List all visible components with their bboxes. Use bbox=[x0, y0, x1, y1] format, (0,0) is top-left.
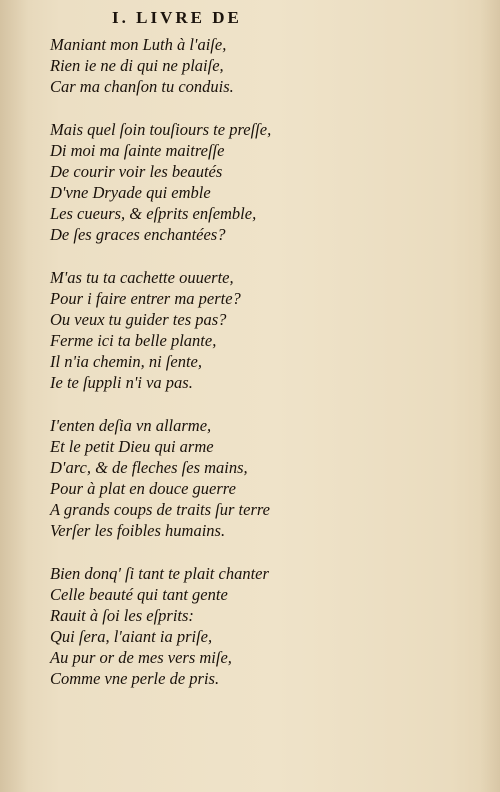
verse-line: D'vne Dryade qui emble bbox=[50, 183, 211, 202]
stanza-1 bbox=[50, 34, 470, 97]
verse-line: I'enten deſia vn allarme, bbox=[50, 416, 212, 435]
verse-line: Les cueurs, & eſprits enſemble, bbox=[50, 204, 257, 223]
stanza-5 bbox=[50, 563, 470, 689]
stanza-gap bbox=[50, 393, 470, 415]
stanza-2 bbox=[50, 119, 470, 245]
verse-line: De ſes graces enchantées? bbox=[50, 225, 226, 244]
verse-line: Il n'ia chemin, ni ſente, bbox=[50, 352, 202, 371]
verse-line: Pour i faire entrer ma perte? bbox=[50, 289, 241, 308]
verse-line: Ie te ſuppli n'i va pas. bbox=[50, 373, 193, 392]
verse-line: Bien donq' ſi tant te plait chanter bbox=[50, 564, 269, 583]
stanza-gap bbox=[50, 541, 470, 563]
verse-line: Ferme ici ta belle plante, bbox=[50, 331, 217, 350]
verse-line: Rauit à ſoi les eſprits: bbox=[50, 606, 194, 625]
verse-line: Ou veux tu guider tes pas? bbox=[50, 310, 227, 329]
verse-line: Di moi ma ſainte maitreſſe bbox=[50, 141, 225, 160]
running-header: I. LIVRE DE bbox=[112, 8, 242, 27]
stanza-4 bbox=[50, 415, 470, 541]
verse-line: Mais quel ſoin touſiours te preſſe, bbox=[50, 120, 272, 139]
verse-line: Verſer les foibles humains. bbox=[50, 521, 226, 540]
verse-line: Pour à plat en douce guerre bbox=[50, 479, 236, 498]
verse-line: A grands coups de traits ſur terre bbox=[50, 500, 271, 519]
stanza-gap bbox=[50, 97, 470, 119]
verse-line: Maniant mon Luth à l'aiſe, bbox=[50, 35, 227, 54]
poem-body bbox=[50, 34, 470, 689]
verse-line: Celle beauté qui tant gente bbox=[50, 585, 228, 604]
verse-line: Qui ſera, l'aiant ia priſe, bbox=[50, 627, 213, 646]
verse-line: Au pur or de mes vers miſe, bbox=[50, 648, 232, 667]
verse-line: Car ma chanſon tu conduis. bbox=[50, 77, 234, 96]
stanza-gap bbox=[50, 245, 470, 267]
verse-line: De courir voir les beautés bbox=[50, 162, 223, 181]
verse-line: Rien ie ne di qui ne plaiſe, bbox=[50, 56, 224, 75]
verse-line: M'as tu ta cachette ouuerte, bbox=[50, 268, 234, 287]
verse-line: D'arc, & de fleches ſes mains, bbox=[50, 458, 248, 477]
stanza-3 bbox=[50, 267, 470, 393]
verse-line: Comme vne perle de pris. bbox=[50, 669, 220, 688]
verse-line: Et le petit Dieu qui arme bbox=[50, 437, 214, 456]
